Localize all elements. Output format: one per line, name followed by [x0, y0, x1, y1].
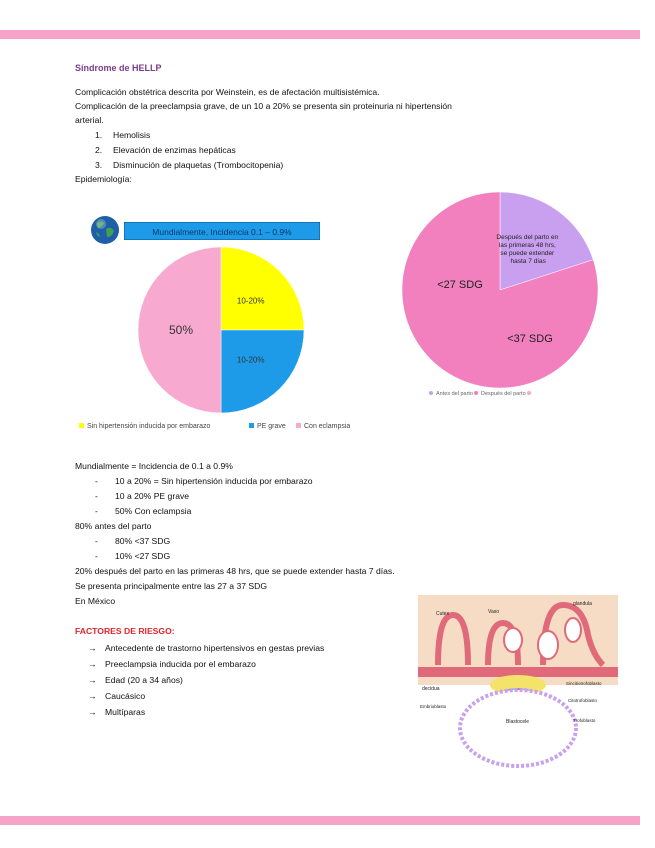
stat-line-3: 20% después del parto en las primeras 48 hrs, que se puede extender hasta 7 días. — [75, 566, 395, 576]
stat-dash-item: - 80% <37 SDG — [95, 536, 171, 546]
pie1-legend-2: PE grave — [257, 423, 286, 430]
incidence-banner — [124, 222, 320, 240]
svg-text:Embrioblasto: Embrioblasto — [420, 704, 447, 709]
top-pink-band — [0, 30, 640, 39]
pie2-label-27: <27 SDG — [437, 279, 483, 291]
vessel — [504, 628, 522, 652]
pie1-label-1: 10-20% — [236, 296, 265, 306]
banner-text: Mundialmente, Incidencia 0.1 – 0.9% — [152, 227, 292, 237]
vessel-2 — [538, 631, 558, 659]
legend-dot-pink-light — [527, 391, 531, 395]
pie-chart-2 — [400, 190, 610, 405]
numbered-item: 2. Elevación de enzimas hepáticas — [95, 145, 236, 155]
arrow-right-icon: → — [88, 691, 97, 701]
legend-dot-pink — [474, 391, 478, 395]
implantation-illustration — [418, 595, 618, 770]
stat-dash-item: - 10 a 20% = Sin hipertensión inducida por embarazo — [95, 476, 313, 486]
svg-text:Sincitiotrofoblasto: Sincitiotrofoblasto — [566, 681, 602, 686]
stat-line-2: 80% antes del parto — [75, 521, 152, 531]
arrow-right-icon: → — [88, 707, 97, 717]
risk-factors-title: FACTORES DE RIESGO: — [75, 626, 175, 636]
risk-item: → Antecedente de trastorno hipertensivos en gestas previas — [88, 643, 325, 653]
stat-dash-item: - 10 a 20% PE grave — [95, 491, 190, 501]
numbered-item: 1. Hemolisis — [95, 130, 151, 140]
bottom-pink-band — [0, 816, 640, 825]
risk-item: → Caucásico — [88, 691, 146, 701]
svg-text:Blastocele: Blastocele — [506, 719, 530, 725]
vessel-3 — [565, 618, 581, 642]
svg-text:Citotrofoblasto: Citotrofoblasto — [568, 698, 598, 703]
pie-chart-1 — [75, 240, 375, 435]
arrow-right-icon: → — [88, 675, 97, 685]
svg-text:decidua: decidua — [422, 686, 440, 692]
intro-line-1: Complicación obstétrica descrita por Weinstein, es de afectación multisistémica. — [75, 87, 380, 97]
svg-text:Trofoblasto: Trofoblasto — [573, 718, 596, 723]
blastocyst — [460, 690, 576, 766]
svg-text:Cutex: Cutex — [436, 611, 450, 617]
page-title: Síndrome de HELLP — [75, 63, 162, 73]
legend-dot-lavender — [429, 391, 433, 395]
risk-item: → Edad (20 a 34 años) — [88, 675, 183, 685]
numbered-item: 3. Disminución de plaquetas (Trombocitopenia) — [95, 160, 284, 170]
pie2-label-after-birth: Después del parto en las primeras 48 hrs, se puede extender hasta 7 días — [496, 234, 559, 266]
risk-item: → Multíparas — [88, 707, 146, 717]
intro-line-2: Complicación de la preeclampsia grave, de un 10 a 20% se presenta sin proteinuria ni hipertensión — [75, 101, 452, 111]
legend-swatch-yellow — [79, 423, 84, 428]
arrow-right-icon: → — [88, 643, 97, 653]
pie2-label-37: <37 SDG — [507, 333, 553, 345]
legend-swatch-blue — [249, 423, 254, 428]
stat-dash-item: - 50% Con eclampsia — [95, 506, 192, 516]
stat-line-4: Se presenta principalmente entre las 27 a 37 SDG — [75, 581, 268, 591]
legend-swatch-pink — [296, 423, 301, 428]
pie1-label-3: 50% — [168, 323, 194, 337]
pie1-legend-1: Sin hipertensión inducida por embarazo — [87, 423, 211, 430]
pie1-slice-pe-grave — [221, 330, 304, 413]
epidemiology-label: Epidemiología: — [75, 174, 132, 184]
stat-line-1: Mundialmente = Incidencia de 0.1 a 0.9% — [75, 461, 233, 471]
risk-item: → Preeclampsia inducida por el embarazo — [88, 659, 256, 669]
pie2-legend-1: Antes del parto — [436, 391, 473, 397]
svg-text:Vaso: Vaso — [488, 609, 500, 615]
arrow-right-icon: → — [88, 659, 97, 669]
pie1-label-2: 10-20% — [236, 355, 265, 365]
pie2-legend-2: Después del parto — [481, 391, 526, 397]
stat-line-5: En México — [75, 596, 116, 606]
pie1-slice-sin-hipertension — [221, 247, 304, 330]
intro-line-3: arterial. — [75, 115, 104, 125]
stat-dash-item: - 10% <27 SDG — [95, 551, 171, 561]
pie1-legend-3: Con eclampsia — [304, 423, 351, 430]
svg-text:glandula: glandula — [573, 601, 592, 607]
